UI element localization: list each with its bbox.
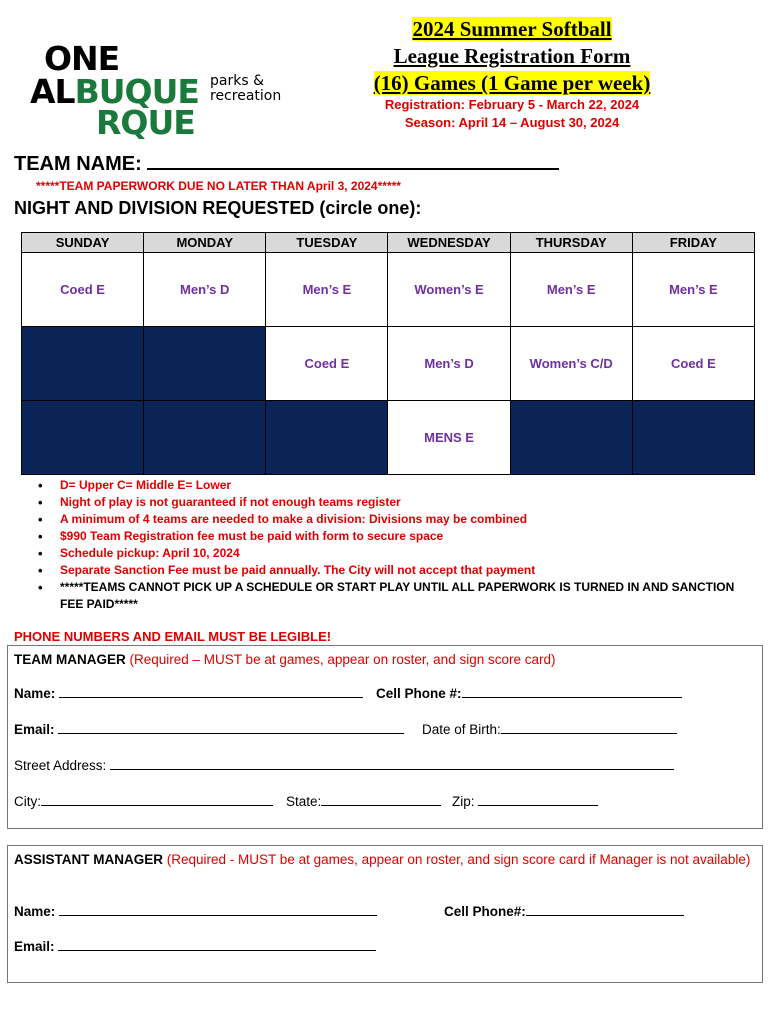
division-option[interactable]: Men’s E: [266, 253, 388, 327]
manager-email-field[interactable]: Email:: [14, 720, 404, 737]
day-header: FRIDAY: [632, 233, 754, 253]
day-header-row: [22, 233, 755, 253]
assistant-manager-section: [7, 845, 763, 983]
day-header: THURSDAY: [510, 233, 632, 253]
assistant-name-line[interactable]: [59, 902, 377, 916]
rule-item: • $990 Team Registration fee must be paid with form to secure space: [38, 528, 738, 545]
division-option[interactable]: Coed E: [266, 327, 388, 401]
legible-notice: PHONE NUMBERS AND EMAIL MUST BE LEGIBLE!: [14, 629, 332, 644]
rules-list: [38, 477, 738, 613]
unavailable-cell: [22, 401, 144, 475]
day-header: SUNDAY: [22, 233, 144, 253]
unavailable-cell: [510, 401, 632, 475]
paperwork-notice: *****TEAM PAPERWORK DUE NO LATER THAN April 3, 2024*****: [36, 179, 401, 193]
title-line-1: 2024 Summer Softball: [412, 17, 612, 41]
rule-item: • Separate Sanction Fee must be paid annually. The City will not accept that payment: [38, 562, 738, 579]
one-albuquerque-logo: [30, 39, 310, 142]
manager-street-line[interactable]: [110, 756, 674, 770]
team-name-label: TEAM NAME:: [14, 153, 142, 175]
manager-state-line[interactable]: [321, 792, 441, 806]
division-schedule-table: [21, 232, 755, 475]
team-manager-heading: TEAM MANAGER (Required – MUST be at games, appear on roster, and sign score card): [14, 652, 556, 667]
day-header: TUESDAY: [266, 233, 388, 253]
division-row: [22, 401, 755, 475]
logo-line-3: RQUE: [96, 103, 195, 142]
manager-cell-field[interactable]: Cell Phone #:: [376, 684, 682, 701]
division-row: [22, 253, 755, 327]
manager-zip-line[interactable]: [478, 792, 598, 806]
rule-item: • Schedule pickup: April 10, 2024: [38, 545, 738, 562]
assistant-email-line[interactable]: [58, 937, 376, 951]
logo-line-2: ALBUQUE: [30, 72, 199, 111]
title-line-2: League Registration Form: [393, 44, 631, 68]
manager-street-field[interactable]: Street Address:: [14, 756, 674, 773]
form-title: [350, 16, 674, 97]
manager-dob-line[interactable]: [501, 720, 677, 734]
assistant-name-field[interactable]: Name:: [14, 902, 377, 919]
manager-city-field[interactable]: City:: [14, 792, 273, 809]
logo-tagline: parks & recreation: [210, 73, 282, 104]
registration-period: Registration: February 5 - March 22, 2024: [384, 97, 640, 112]
title-line-3: (16) Games (1 Game per week): [373, 71, 651, 95]
season-period: Season: April 14 – August 30, 2024: [404, 115, 620, 130]
division-option[interactable]: Women’s E: [388, 253, 510, 327]
division-option[interactable]: MENS E: [388, 401, 510, 475]
rule-item: • D= Upper C= Middle E= Lower: [38, 477, 738, 494]
division-option[interactable]: Coed E: [632, 327, 754, 401]
rule-item: • A minimum of 4 teams are needed to make a division: Divisions may be combined: [38, 511, 738, 528]
unavailable-cell: [266, 401, 388, 475]
registration-dates: [350, 96, 674, 132]
assistant-cell-line[interactable]: [526, 902, 684, 916]
unavailable-cell: [144, 327, 266, 401]
manager-email-line[interactable]: [58, 720, 404, 734]
unavailable-cell: [22, 327, 144, 401]
division-option[interactable]: Coed E: [22, 253, 144, 327]
unavailable-cell: [144, 401, 266, 475]
division-option[interactable]: Men’s E: [632, 253, 754, 327]
division-option[interactable]: Men’s D: [144, 253, 266, 327]
rule-item: • *****TEAMS CANNOT PICK UP A SCHEDULE OR START PLAY UNTIL ALL PAPERWORK IS TURNED IN AND SANCTION FEE PAID*****: [38, 579, 738, 613]
manager-name-line[interactable]: [59, 684, 363, 698]
assistant-email-field[interactable]: Email:: [14, 937, 376, 954]
manager-city-line[interactable]: [41, 792, 273, 806]
division-option[interactable]: Men’s E: [510, 253, 632, 327]
logo-line-1: ONE: [44, 39, 120, 78]
assistant-manager-heading: ASSISTANT MANAGER (Required - MUST be at games, appear on roster, and sign score card if Manager is not available): [14, 852, 751, 867]
division-option[interactable]: Women’s C/D: [510, 327, 632, 401]
division-row: [22, 327, 755, 401]
team-name-line[interactable]: [147, 152, 559, 170]
manager-cell-line[interactable]: [462, 684, 682, 698]
division-option[interactable]: Men’s D: [388, 327, 510, 401]
manager-name-field[interactable]: Name:: [14, 684, 363, 701]
unavailable-cell: [632, 401, 754, 475]
assistant-cell-field[interactable]: Cell Phone#:: [444, 902, 684, 919]
night-division-heading: NIGHT AND DIVISION REQUESTED (circle one):: [14, 198, 422, 218]
rule-item: • Night of play is not guaranteed if not enough teams register: [38, 494, 738, 511]
manager-dob-field[interactable]: Date of Birth:: [422, 720, 677, 737]
team-manager-section: [7, 645, 763, 829]
day-header: MONDAY: [144, 233, 266, 253]
manager-state-field[interactable]: State:: [286, 792, 441, 809]
day-header: WEDNESDAY: [388, 233, 510, 253]
team-name-field[interactable]: [14, 152, 559, 176]
manager-zip-field[interactable]: Zip:: [452, 792, 598, 809]
